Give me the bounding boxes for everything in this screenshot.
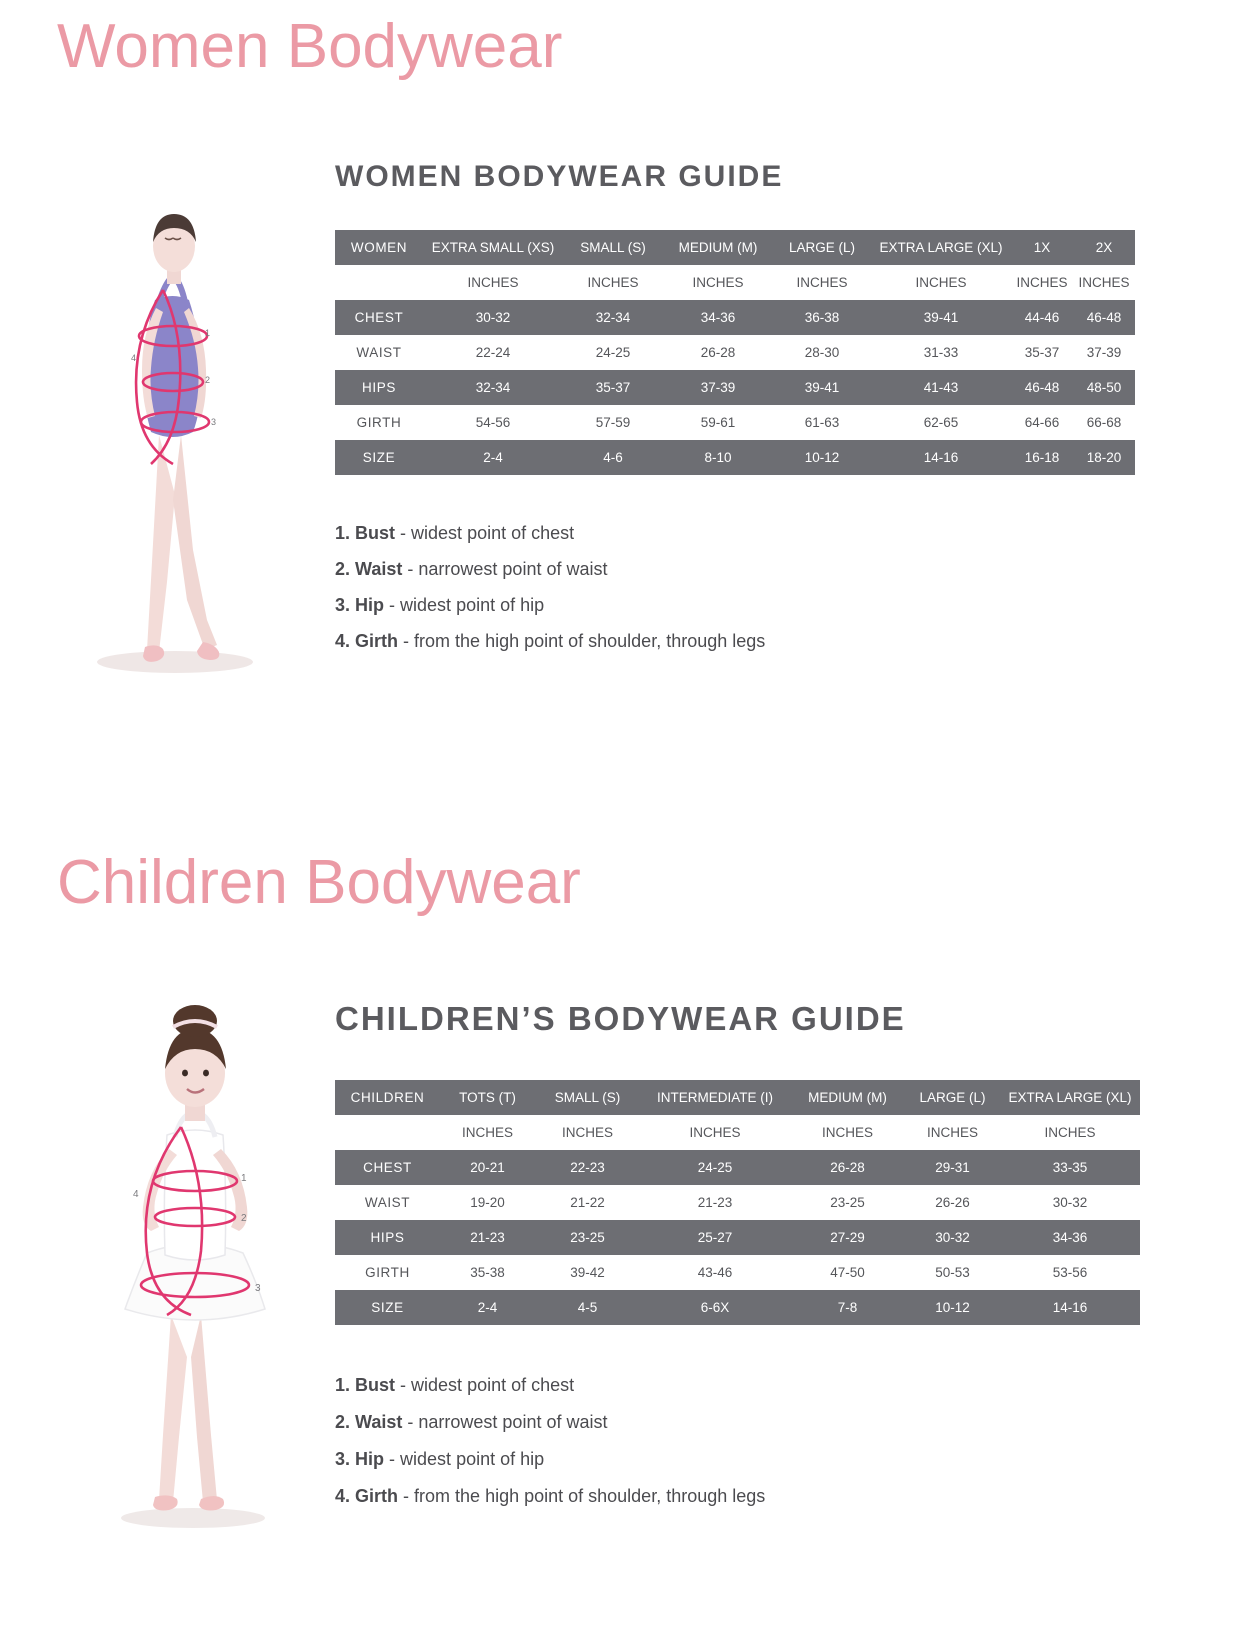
- cell-chest-1x: 44-46: [1011, 300, 1073, 335]
- cell-waist-xs: 22-24: [423, 335, 563, 370]
- cell-girth-m: 59-61: [663, 405, 773, 440]
- col-head-1: EXTRA SMALL (XS): [423, 230, 563, 265]
- cell-size-l: 10-12: [905, 1290, 1000, 1325]
- children-bodywear-guide: [335, 1000, 1132, 1515]
- cell-chest-m: 26-28: [790, 1150, 905, 1185]
- col-head-6: EXTRA LARGE (XL): [1000, 1080, 1140, 1115]
- note-number: 4.: [335, 631, 351, 651]
- col-head-3: INTERMEDIATE (I): [640, 1080, 790, 1115]
- cell-girth-xl: 62-65: [871, 405, 1011, 440]
- women-marker-4: 4: [131, 353, 137, 363]
- unit-4: INCHES: [773, 265, 871, 300]
- cell-size-i: 6-6X: [640, 1290, 790, 1325]
- cell-size-xl: 14-16: [871, 440, 1011, 475]
- col-head-4: LARGE (L): [773, 230, 871, 265]
- note-waist: [335, 1404, 1125, 1441]
- cell-size-s: 4-5: [535, 1290, 640, 1325]
- children-size-table: [335, 1080, 1140, 1325]
- cell-waist-s: 21-22: [535, 1185, 640, 1220]
- col-head-5: LARGE (L): [905, 1080, 1000, 1115]
- note-term: Bust: [355, 523, 396, 543]
- cell-girth-2x: 66-68: [1073, 405, 1135, 440]
- women-measurement-notes: [335, 515, 1145, 659]
- col-head-5: EXTRA LARGE (XL): [871, 230, 1011, 265]
- note-term: Hip: [355, 595, 385, 615]
- row-label-waist: WAIST: [335, 335, 423, 370]
- note-text: - widest point of chest: [400, 523, 575, 543]
- table-units-row: [335, 1115, 1140, 1150]
- col-head-1: TOTS (T): [440, 1080, 535, 1115]
- row-label-chest: CHEST: [335, 300, 423, 335]
- col-head-2: SMALL (S): [563, 230, 663, 265]
- row-label-hips: HIPS: [335, 1220, 440, 1255]
- note-text: - widest point of hip: [389, 595, 545, 615]
- cell-waist-xl: 30-32: [1000, 1185, 1140, 1220]
- table-row-size: [335, 1290, 1140, 1325]
- note-hip: [335, 1441, 1125, 1478]
- note-text: - widest point of chest: [400, 1375, 575, 1395]
- unit-0: [335, 265, 423, 300]
- row-label-size: SIZE: [335, 1290, 440, 1325]
- cell-hips-xs: 32-34: [423, 370, 563, 405]
- cell-chest-xl: 39-41: [871, 300, 1011, 335]
- cell-chest-s: 22-23: [535, 1150, 640, 1185]
- row-label-girth: GIRTH: [335, 405, 423, 440]
- cell-hips-xl: 41-43: [871, 370, 1011, 405]
- cell-size-m: 7-8: [790, 1290, 905, 1325]
- note-hip: [335, 587, 1145, 623]
- table-row-chest: [335, 1150, 1140, 1185]
- table-row-waist: [335, 1185, 1140, 1220]
- cell-waist-1x: 35-37: [1011, 335, 1073, 370]
- cell-hips-t: 21-23: [440, 1220, 535, 1255]
- row-label-girth: GIRTH: [335, 1255, 440, 1290]
- note-text: - narrowest point of waist: [407, 1412, 608, 1432]
- women-marker-2: 2: [205, 375, 211, 385]
- unit-7: INCHES: [1073, 265, 1135, 300]
- cell-waist-2x: 37-39: [1073, 335, 1135, 370]
- cell-chest-2x: 46-48: [1073, 300, 1135, 335]
- note-term: Bust: [355, 1375, 396, 1395]
- women-section-heading: Women Bodywear: [57, 12, 563, 81]
- table-units-row: [335, 265, 1135, 300]
- children-section-heading: Children Bodywear: [57, 848, 581, 917]
- unit-4: INCHES: [790, 1115, 905, 1150]
- cell-hips-s: 35-37: [563, 370, 663, 405]
- col-head-0: CHILDREN: [335, 1080, 440, 1115]
- cell-size-l: 10-12: [773, 440, 871, 475]
- table-row-hips: [335, 370, 1135, 405]
- note-number: 2.: [335, 1412, 351, 1432]
- note-text: - widest point of hip: [389, 1449, 545, 1469]
- cell-waist-t: 19-20: [440, 1185, 535, 1220]
- note-text: - from the high point of shoulder, through legs: [403, 1486, 766, 1506]
- cell-hips-2x: 48-50: [1073, 370, 1135, 405]
- note-bust: [335, 515, 1145, 551]
- table-row-hips: [335, 1220, 1140, 1255]
- cell-hips-xl: 34-36: [1000, 1220, 1140, 1255]
- cell-waist-l: 28-30: [773, 335, 871, 370]
- note-waist: [335, 551, 1145, 587]
- col-head-2: SMALL (S): [535, 1080, 640, 1115]
- unit-1: INCHES: [440, 1115, 535, 1150]
- cell-girth-1x: 64-66: [1011, 405, 1073, 440]
- cell-size-xs: 2-4: [423, 440, 563, 475]
- cell-chest-m: 34-36: [663, 300, 773, 335]
- table-header-row: [335, 1080, 1140, 1115]
- table-row-size: [335, 440, 1135, 475]
- table-header-row: [335, 230, 1135, 265]
- note-bust: [335, 1367, 1125, 1404]
- note-girth: [335, 623, 1145, 659]
- women-bodywear-guide: [335, 160, 1145, 659]
- children-marker-1: 1: [241, 1173, 247, 1184]
- cell-size-1x: 16-18: [1011, 440, 1073, 475]
- unit-3: INCHES: [640, 1115, 790, 1150]
- cell-girth-s: 57-59: [563, 405, 663, 440]
- cell-chest-l: 36-38: [773, 300, 871, 335]
- cell-girth-l: 61-63: [773, 405, 871, 440]
- unit-1: INCHES: [423, 265, 563, 300]
- cell-girth-m: 47-50: [790, 1255, 905, 1290]
- cell-size-t: 2-4: [440, 1290, 535, 1325]
- cell-size-xl: 14-16: [1000, 1290, 1140, 1325]
- table-row-chest: [335, 300, 1135, 335]
- col-head-6: 1X: [1011, 230, 1073, 265]
- note-number: 3.: [335, 595, 351, 615]
- row-label-hips: HIPS: [335, 370, 423, 405]
- women-size-table: [335, 230, 1135, 475]
- cell-hips-l: 39-41: [773, 370, 871, 405]
- cell-chest-s: 32-34: [563, 300, 663, 335]
- cell-waist-i: 21-23: [640, 1185, 790, 1220]
- cell-waist-s: 24-25: [563, 335, 663, 370]
- unit-2: INCHES: [563, 265, 663, 300]
- women-marker-1: 1: [205, 328, 211, 338]
- unit-6: INCHES: [1000, 1115, 1140, 1150]
- note-girth: [335, 1478, 1125, 1515]
- table-row-girth: [335, 1255, 1140, 1290]
- note-term: Waist: [355, 1412, 403, 1432]
- cell-waist-m: 26-28: [663, 335, 773, 370]
- cell-hips-l: 30-32: [905, 1220, 1000, 1255]
- row-label-size: SIZE: [335, 440, 423, 475]
- unit-0: [335, 1115, 440, 1150]
- note-number: 1.: [335, 1375, 351, 1395]
- cell-hips-m: 37-39: [663, 370, 773, 405]
- note-number: 4.: [335, 1486, 351, 1506]
- cell-hips-1x: 46-48: [1011, 370, 1073, 405]
- children-marker-3: 3: [255, 1283, 261, 1294]
- row-label-chest: CHEST: [335, 1150, 440, 1185]
- note-text: - narrowest point of waist: [407, 559, 608, 579]
- note-term: Girth: [355, 1486, 399, 1506]
- cell-girth-s: 39-42: [535, 1255, 640, 1290]
- cell-girth-i: 43-46: [640, 1255, 790, 1290]
- col-head-4: MEDIUM (M): [790, 1080, 905, 1115]
- cell-size-m: 8-10: [663, 440, 773, 475]
- unit-5: INCHES: [905, 1115, 1000, 1150]
- note-term: Waist: [355, 559, 403, 579]
- col-head-3: MEDIUM (M): [663, 230, 773, 265]
- cell-chest-xs: 30-32: [423, 300, 563, 335]
- children-marker-2: 2: [241, 1213, 247, 1224]
- children-figure-image: [75, 985, 315, 1545]
- cell-waist-m: 23-25: [790, 1185, 905, 1220]
- cell-girth-xl: 53-56: [1000, 1255, 1140, 1290]
- unit-3: INCHES: [663, 265, 773, 300]
- women-guide-title: WOMEN BODYWEAR GUIDE: [335, 160, 784, 193]
- children-guide-title: CHILDREN’S BODYWEAR GUIDE: [335, 1000, 906, 1037]
- cell-waist-xl: 31-33: [871, 335, 1011, 370]
- women-figure-image: [55, 150, 305, 690]
- cell-hips-s: 23-25: [535, 1220, 640, 1255]
- cell-girth-t: 35-38: [440, 1255, 535, 1290]
- cell-girth-l: 50-53: [905, 1255, 1000, 1290]
- cell-chest-l: 29-31: [905, 1150, 1000, 1185]
- table-row-waist: [335, 335, 1135, 370]
- cell-girth-xs: 54-56: [423, 405, 563, 440]
- cell-chest-xl: 33-35: [1000, 1150, 1140, 1185]
- note-term: Girth: [355, 631, 399, 651]
- children-marker-4: 4: [133, 1189, 139, 1200]
- col-head-7: 2X: [1073, 230, 1135, 265]
- unit-5: INCHES: [871, 265, 1011, 300]
- table-row-girth: [335, 405, 1135, 440]
- cell-hips-m: 27-29: [790, 1220, 905, 1255]
- cell-size-s: 4-6: [563, 440, 663, 475]
- note-number: 3.: [335, 1449, 351, 1469]
- col-head-0: WOMEN: [335, 230, 423, 265]
- note-number: 2.: [335, 559, 351, 579]
- unit-2: INCHES: [535, 1115, 640, 1150]
- cell-chest-i: 24-25: [640, 1150, 790, 1185]
- cell-chest-t: 20-21: [440, 1150, 535, 1185]
- cell-size-2x: 18-20: [1073, 440, 1135, 475]
- note-text: - from the high point of shoulder, through legs: [403, 631, 766, 651]
- cell-waist-l: 26-26: [905, 1185, 1000, 1220]
- note-term: Hip: [355, 1449, 385, 1469]
- children-measurement-notes: [335, 1367, 1125, 1515]
- note-number: 1.: [335, 523, 351, 543]
- women-marker-3: 3: [211, 417, 217, 427]
- row-label-waist: WAIST: [335, 1185, 440, 1220]
- cell-hips-i: 25-27: [640, 1220, 790, 1255]
- unit-6: INCHES: [1011, 265, 1073, 300]
